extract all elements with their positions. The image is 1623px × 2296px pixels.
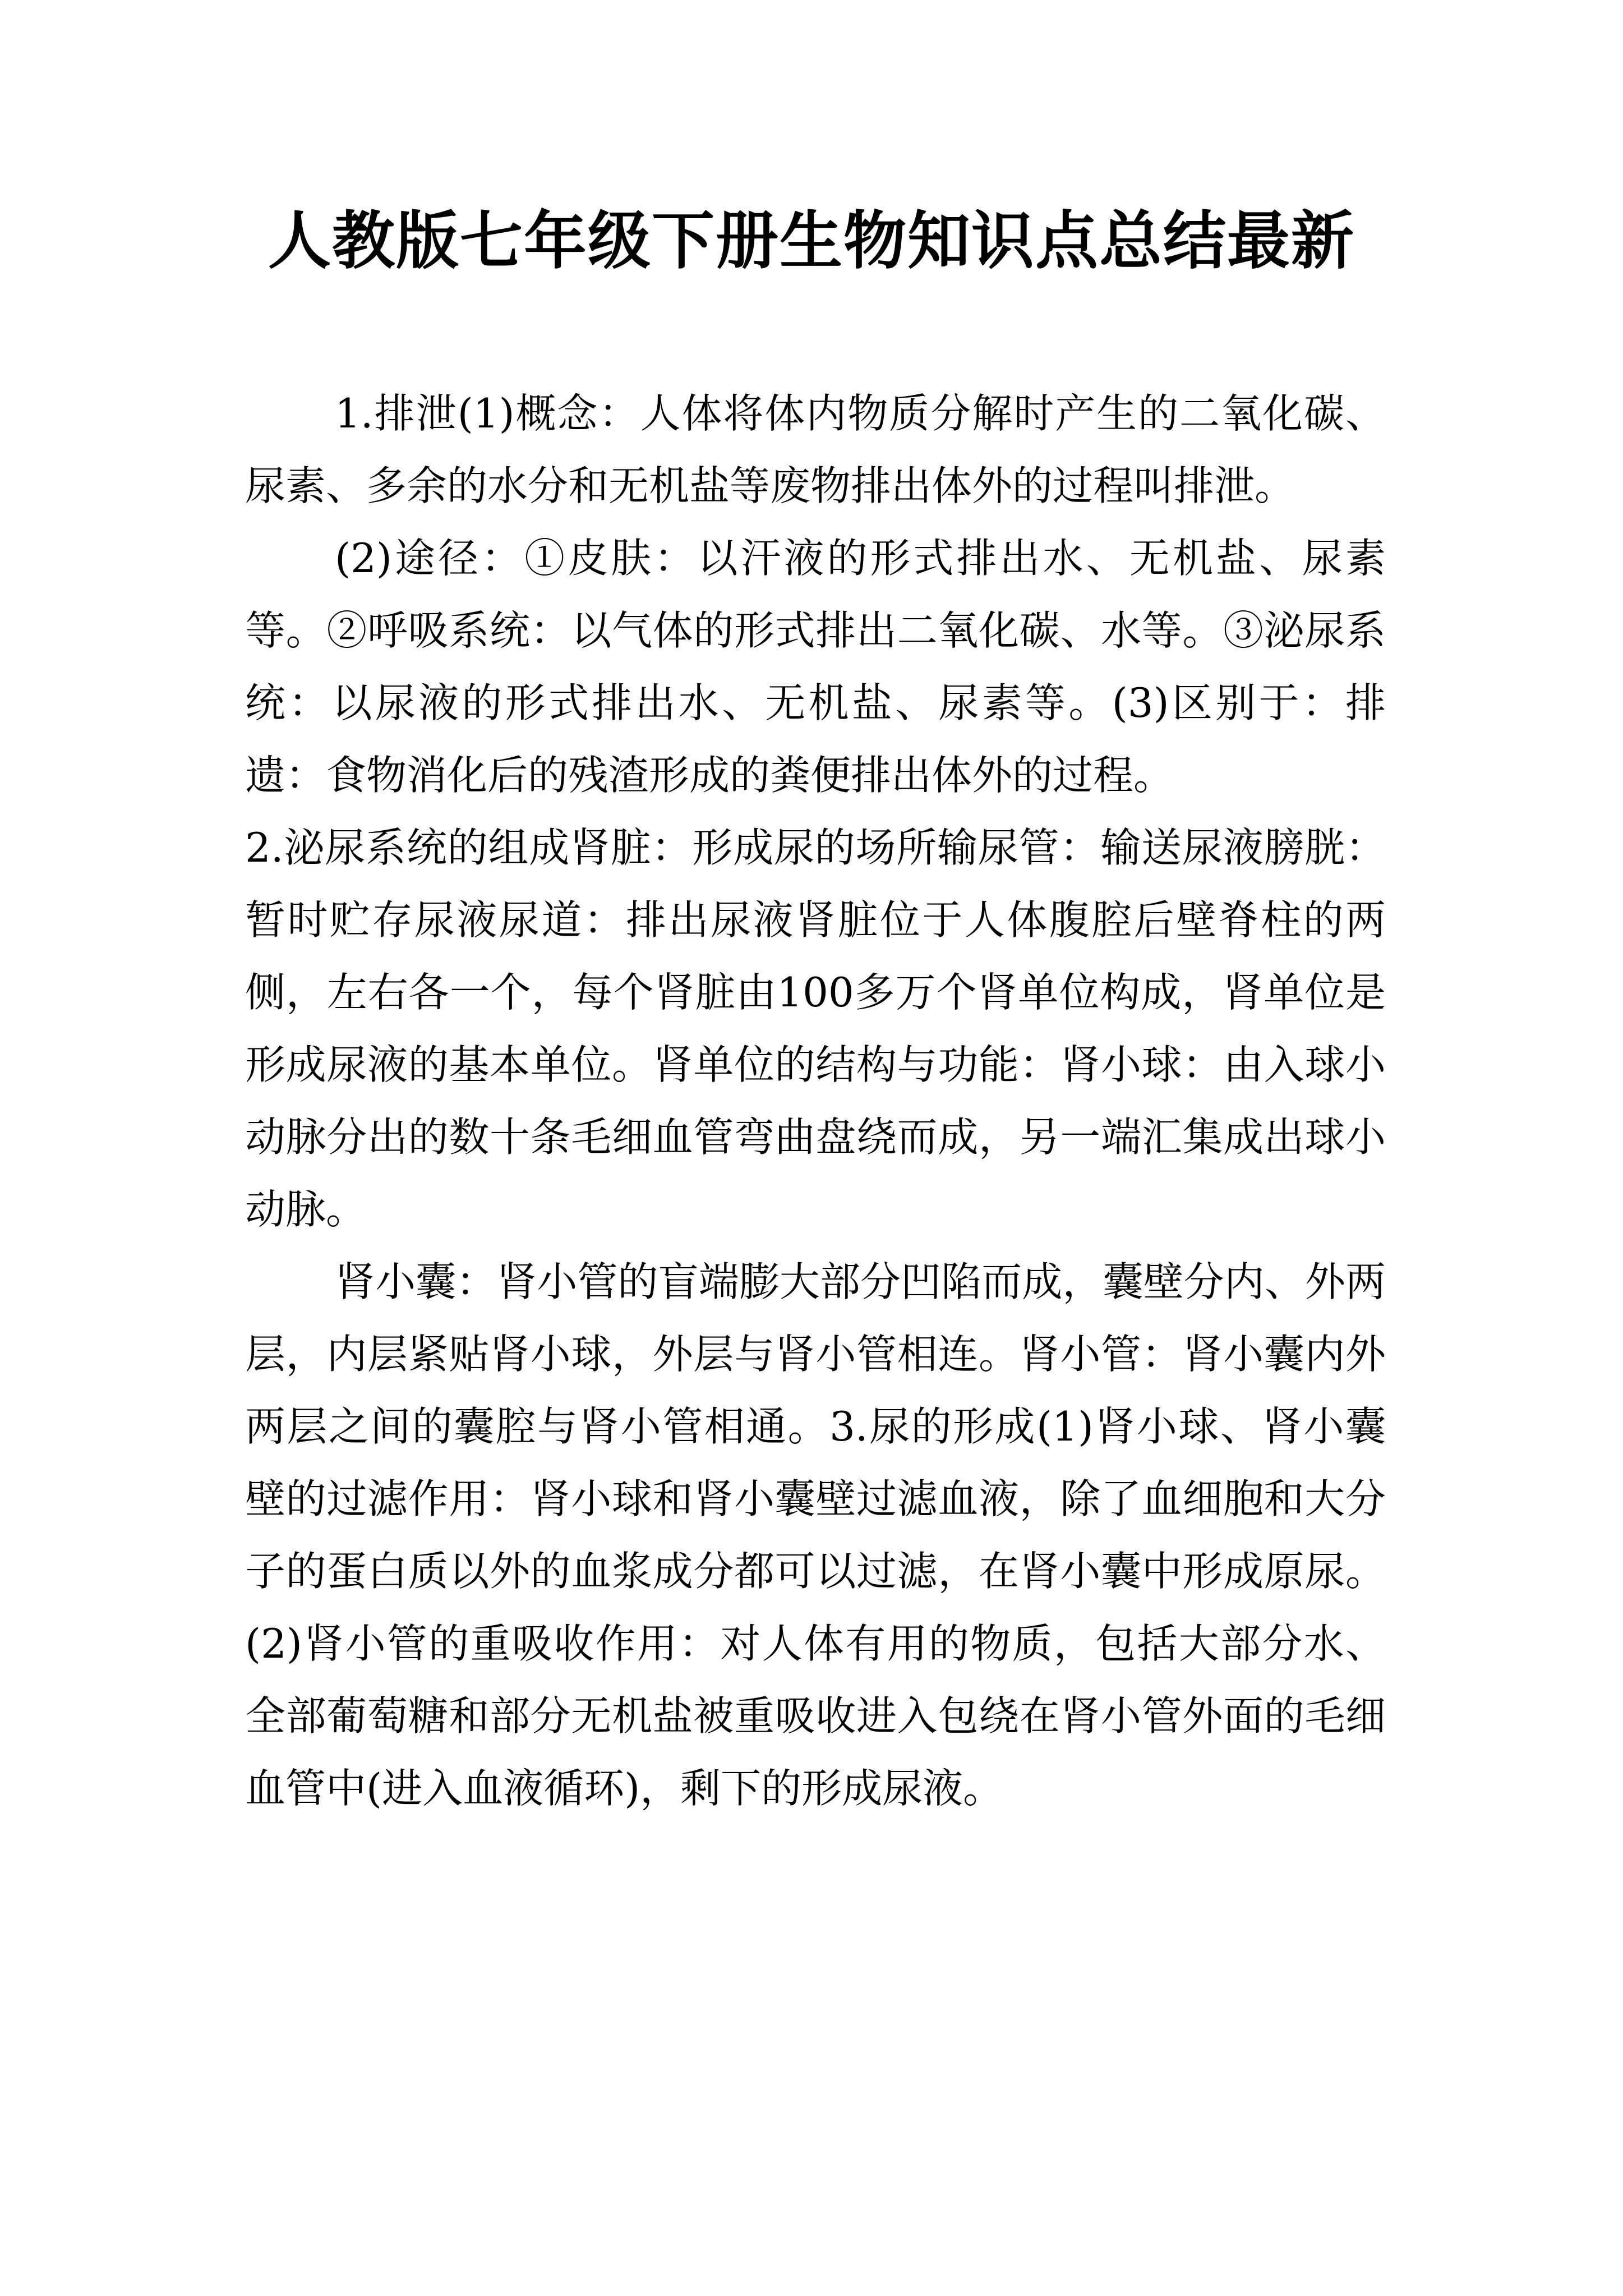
paragraph-urinary-system: 2.泌尿系统的组成肾脏：形成尿的场所输尿管：输送尿液膀胱：暂时贮存尿液尿道：排出尿液肾脏位于人体腹腔后壁脊柱的两侧，左右各一个，每个肾脏由100多万个肾单位构成，肾单位是形成尿液的基本单位。肾单位的结构与功能：肾小球：由入球小动脉分出的数十条毛细血管弯曲盘绕而成，另一端汇集成出球小动脉。: [245, 824, 1386, 1233]
paragraph-urine-formation: 肾小囊：肾小管的盲端膨大部分凹陷而成，囊壁分内、外两层，内层紧贴肾小球，外层与肾小管相连。肾小管：肾小囊内外两层之间的囊腔与肾小管相通。3.尿的形成(1)肾小球、肾小囊壁的过滤作用：肾小球和肾小囊壁过滤血液，除了血细胞和大分子的蛋白质以外的血浆成分都可以过滤，在肾小囊中形成原尿。(2)肾小管的重吸收作用：对人体有用的物质，包括大部分水、全部葡萄糖和部分无机盐被重吸收进入包绕在肾小管外面的毛细血管中(进入血液循环)，剩下的形成尿液。: [245, 1258, 1386, 1812]
document-body: [245, 378, 1386, 1825]
document-title: 人教版七年级下册生物知识点总结最新: [268, 205, 1355, 278]
paragraph-excretion-routes: (2)途径：①皮肤：以汗液的形式排出水、无机盐、尿素等。②呼吸系统：以气体的形式排出二氧化碳、水等。③泌尿系统：以尿液的形式排出水、无机盐、尿素等。(3)区别于：排遗：食物消化后的残渣形成的粪便排出体外的过程。: [245, 535, 1386, 799]
paragraph-excretion: 1.排泄(1)概念：人体将体内物质分解时产生的二氧化碳、尿素、多余的水分和无机盐等废物排出体外的过程叫排泄。: [245, 390, 1386, 509]
